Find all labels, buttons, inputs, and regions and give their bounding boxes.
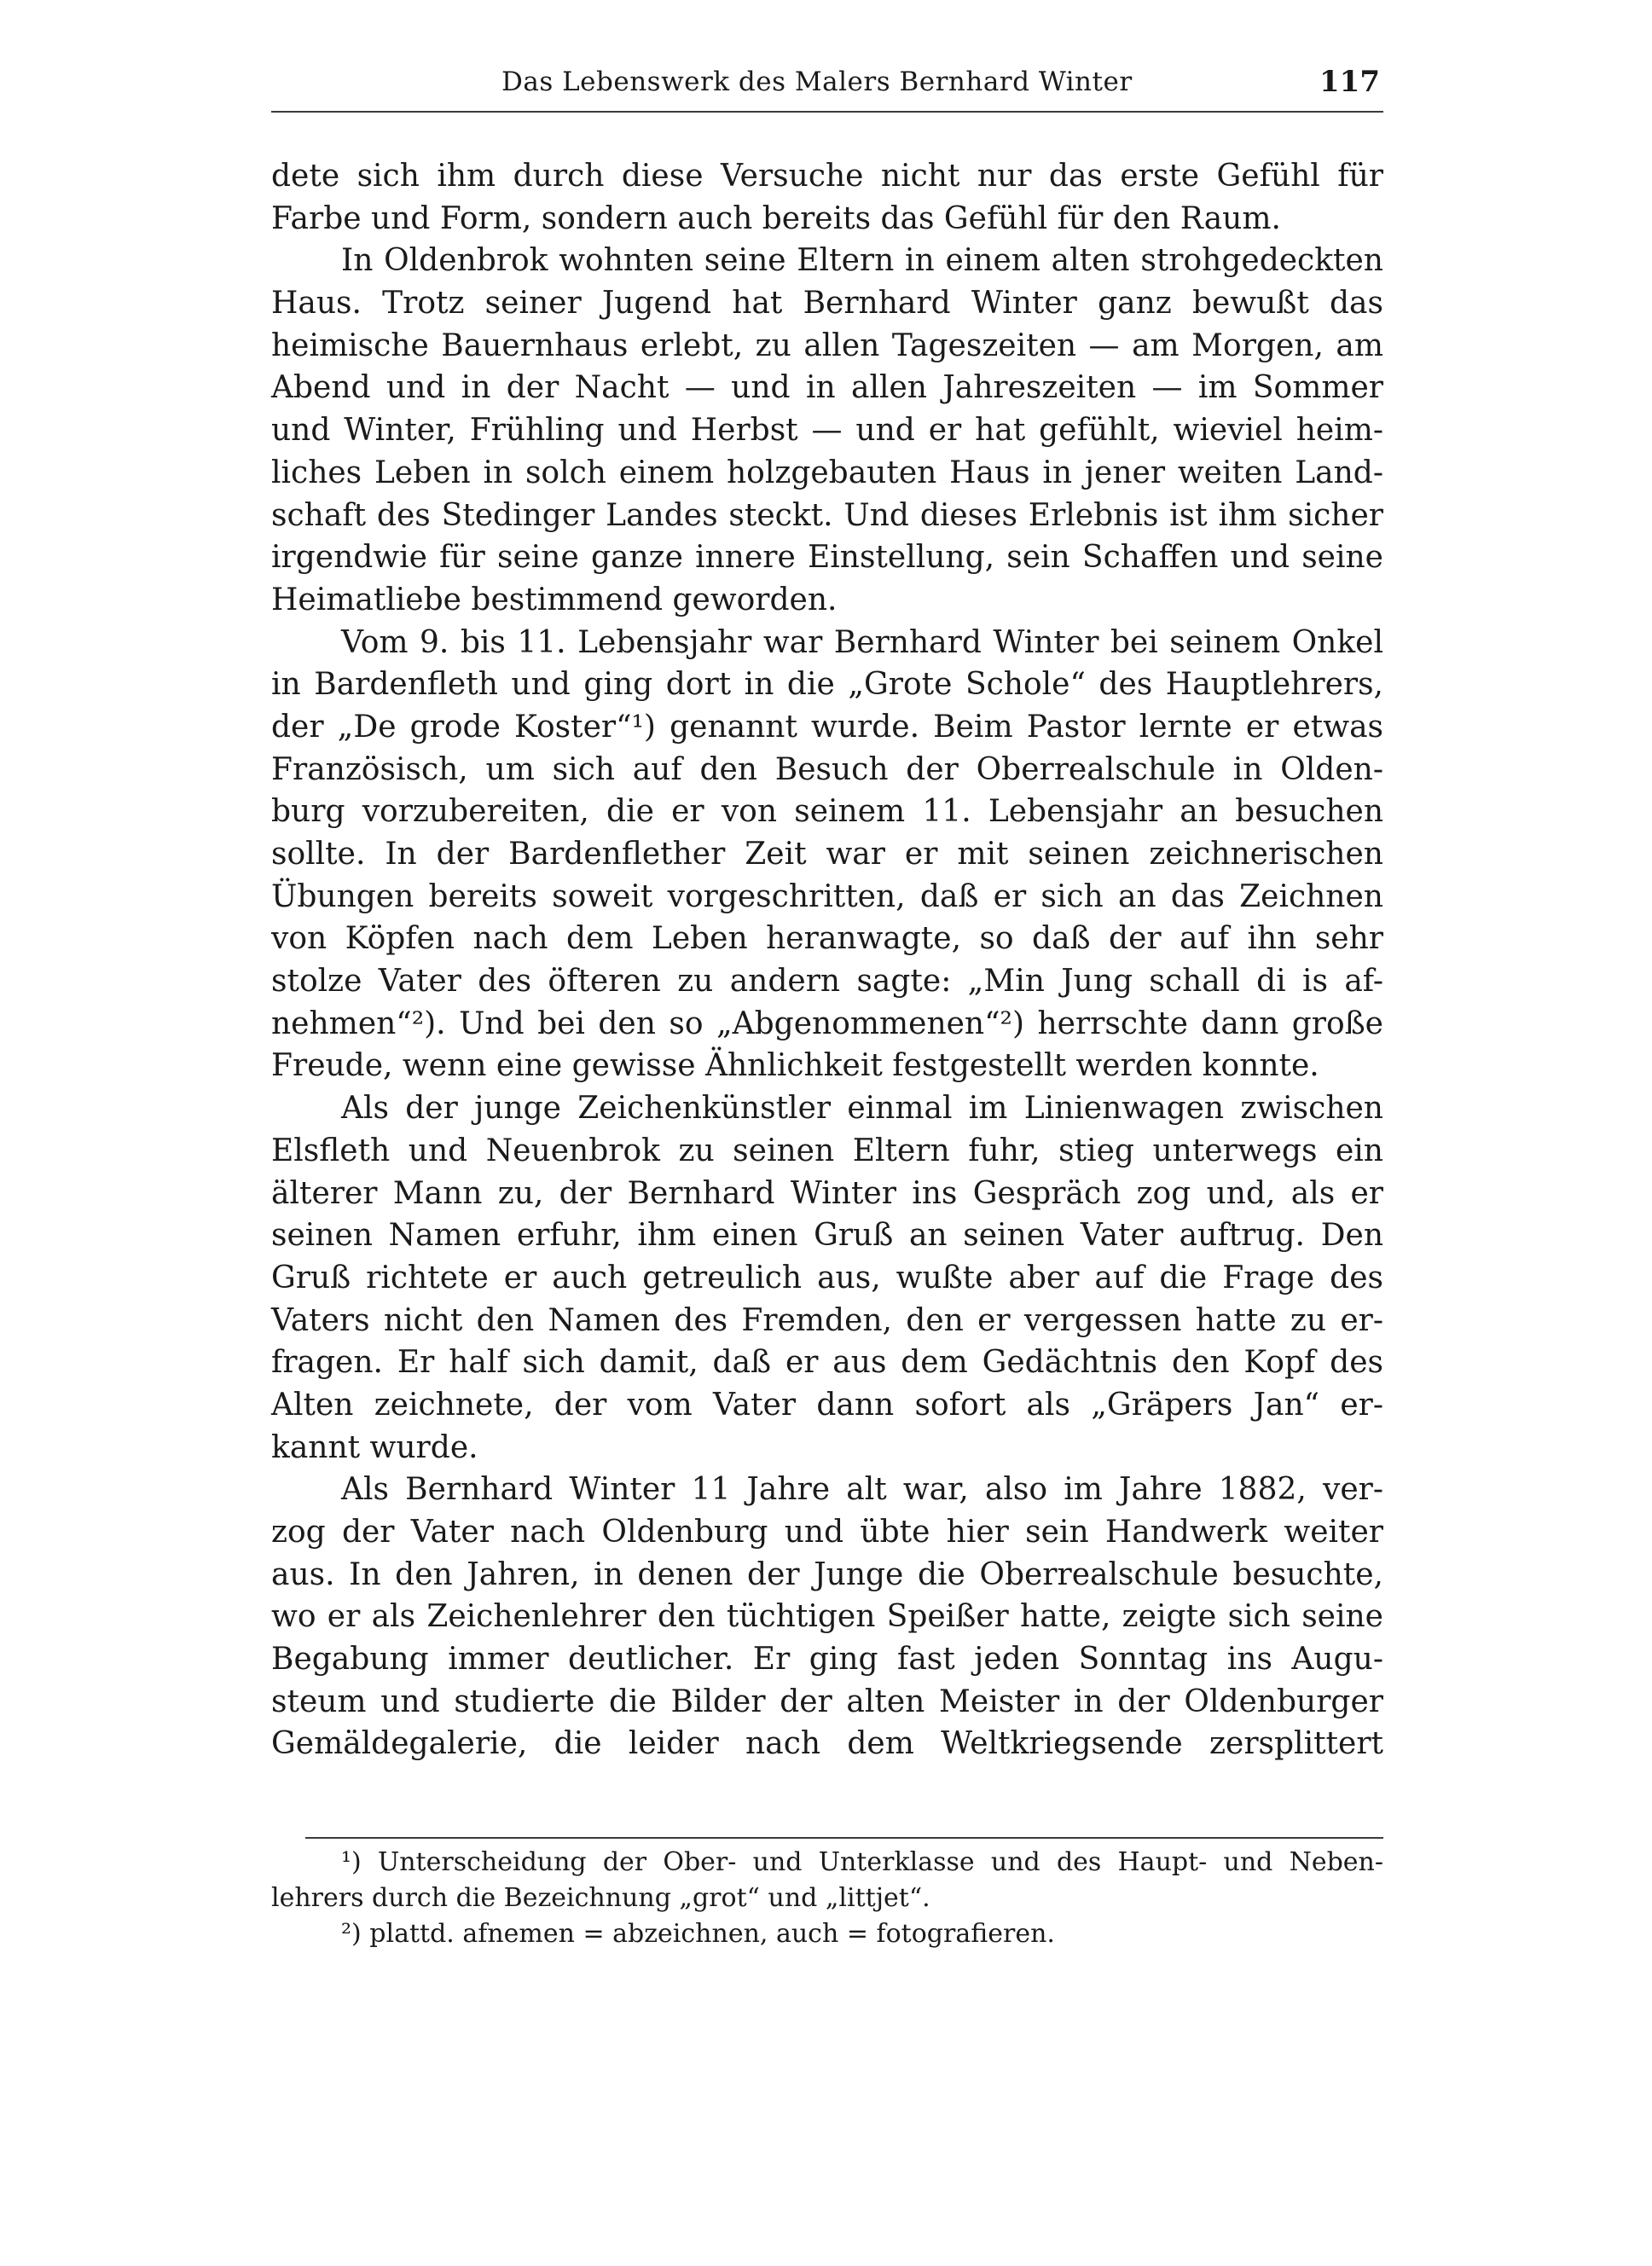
footnote-line: lehrers durch die Bezeichnung „grot“ und „littjet“.: [271, 1883, 930, 1913]
text-line: wo er als Zeichenlehrer den tüchtigen Speißer hatte, zeigte sich seine: [271, 1599, 1383, 1635]
text-line: Als der junge Zeichenkünstler einmal im Linienwagen zwischen: [341, 1091, 1383, 1127]
text-line: liches Leben in solch einem holzgebauten Haus in jener weiten Land-: [271, 455, 1383, 490]
text-line: Alten zeichnete, der vom Vater dann sofort als „Gräpers Jan“ er-: [271, 1387, 1383, 1423]
text-line: irgendwie für seine ganze innere Einstellung, sein Schaffen und seine: [271, 540, 1383, 576]
running-title: Das Lebenswerk des Malers Bernhard Winter: [501, 67, 1133, 97]
text-line: der „De grode Koster“¹) genannt wurde. Beim Pastor lernte er etwas: [271, 709, 1383, 745]
text-line: dete sich ihm durch diese Versuche nicht nur das erste Gefühl für: [271, 159, 1383, 194]
footnote-line: ¹) Unterscheidung der Ober- und Unterklasse und des Haupt- und Neben-: [341, 1847, 1383, 1877]
text-line: burg vorzubereiten, die er von seinem 11. Lebensjahr an besuchen: [271, 794, 1383, 830]
text-line: aus. In den Jahren, in denen der Junge die Oberrealschule besuchte,: [271, 1556, 1383, 1592]
text-line: Freude, wenn eine gewisse Ähnlichkeit festgestellt werden konnte.: [271, 1048, 1319, 1084]
text-line: kannt wurde.: [271, 1429, 478, 1465]
text-line: steum und studierte die Bilder der alten Meister in der Oldenburger: [271, 1684, 1383, 1719]
text-line: Farbe und Form, sondern auch bereits das Gefühl für den Raum.: [271, 200, 1281, 236]
text-line: Gruß richtete er auch getreulich aus, wußte aber auf die Frage des: [271, 1260, 1383, 1295]
text-line: Begabung immer deutlicher. Er ging fast jeden Sonntag ins Augu-: [271, 1642, 1383, 1678]
text-line: seinen Namen erfuhr, ihm einen Gruß an seinen Vater auftrug. Den: [271, 1218, 1383, 1254]
text-line: Haus. Trotz seiner Jugend hat Bernhard Winter ganz bewußt das: [271, 286, 1383, 322]
page-number: 117: [1319, 65, 1380, 99]
text-line: schaft des Stedinger Landes steckt. Und dieses Erlebnis ist ihm sicher: [271, 497, 1383, 533]
text-line: und Winter, Frühling und Herbst — und er hat gefühlt, wieviel heim-: [271, 413, 1383, 449]
text-line: Als Bernhard Winter 11 Jahre alt war, also im Jahre 1882, ver-: [341, 1472, 1383, 1508]
text-line: sollte. In der Bardenflether Zeit war er mit seinen zeichnerischen: [271, 837, 1383, 872]
text-line: Übungen bereits soweit vorgeschritten, daß er sich an das Zeichnen: [271, 878, 1383, 914]
header-rule: [271, 111, 1383, 113]
text-line: älterer Mann zu, der Bernhard Winter ins Gespräch zog und, als er: [271, 1175, 1383, 1211]
text-line: Heimatliebe bestimmend geworden.: [271, 582, 838, 617]
text-line: in Bardenfleth und ging dort in die „Grote Schole“ des Hauptlehrers,: [271, 667, 1383, 703]
text-line: zog der Vater nach Oldenburg und übte hier sein Handwerk weiter: [271, 1515, 1383, 1550]
text-line: Abend und in der Nacht — und in allen Jahreszeiten — im Sommer: [271, 370, 1383, 406]
text-line: von Köpfen nach dem Leben heranwagte, so daß der auf ihn sehr: [271, 921, 1383, 957]
book-page: [271, 60, 1383, 2226]
text-line: In Oldenbrok wohnten seine Eltern in einem alten strohgedeckten: [341, 243, 1383, 279]
footnote-line: ²) plattd. afnemen = abzeichnen, auch = fotografieren.: [341, 1919, 1055, 1949]
text-line: Französisch, um sich auf den Besuch der Oberrealschule in Olden-: [271, 751, 1383, 787]
text-line: fragen. Er half sich damit, daß er aus dem Gedächtnis den Kopf des: [271, 1345, 1383, 1381]
text-line: nehmen“²). Und bei den so „Abgenommenen“²) herrschte dann große: [271, 1006, 1383, 1041]
body-text: [271, 155, 1383, 1765]
text-line: Gemäldegalerie, die leider nach dem Weltkriegsende zersplittert: [271, 1726, 1383, 1762]
text-line: Elsfleth und Neuenbrok zu seinen Eltern fuhr, stieg unterwegs ein: [271, 1133, 1383, 1168]
text-line: Vom 9. bis 11. Lebensjahr war Bernhard Winter bei seinem Onkel: [341, 624, 1383, 660]
footnote-rule: [305, 1837, 1383, 1839]
text-line: heimische Bauernhaus erlebt, zu allen Tageszeiten — am Morgen, am: [271, 327, 1383, 363]
text-line: stolze Vater des öfteren zu andern sagte: „Min Jung schall di is af-: [271, 964, 1383, 1000]
text-line: Vaters nicht den Namen des Fremden, den er vergessen hatte zu er-: [271, 1302, 1383, 1338]
footnotes: [271, 1845, 1383, 1952]
running-head: [271, 60, 1383, 111]
